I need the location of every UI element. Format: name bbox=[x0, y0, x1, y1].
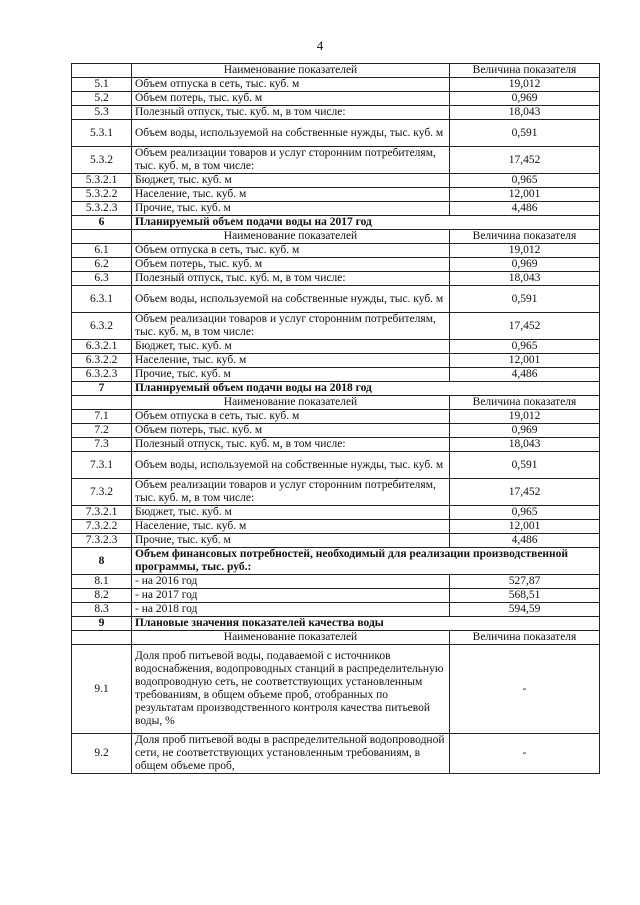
row-number: 5.3.2.1 bbox=[72, 174, 132, 188]
row-name: Объем реализации товаров и услуг сторонним потребителям, тыс. куб. м, в том числе: bbox=[132, 479, 450, 506]
row-value: 4,486 bbox=[450, 534, 600, 548]
section-title: Планируемый объем подачи воды на 2018 год bbox=[132, 382, 600, 396]
header-name-cell: Наименование показателей bbox=[132, 396, 450, 410]
row-number: 5.3.2.2 bbox=[72, 188, 132, 202]
header-value-cell: Величина показателя bbox=[450, 230, 600, 244]
row-name: Объем отпуска в сеть, тыс. куб. м bbox=[132, 78, 450, 92]
table-row bbox=[72, 452, 600, 479]
table-header-row bbox=[72, 631, 600, 645]
table-row bbox=[72, 92, 600, 106]
header-value-cell: Величина показателя bbox=[450, 64, 600, 78]
section-number: 8 bbox=[72, 548, 132, 575]
table-row bbox=[72, 78, 600, 92]
row-number: 5.2 bbox=[72, 92, 132, 106]
row-number: 8.3 bbox=[72, 603, 132, 617]
row-value: 17,452 bbox=[450, 147, 600, 174]
header-name-cell: Наименование показателей bbox=[132, 64, 450, 78]
table-row bbox=[72, 645, 600, 734]
row-number: 7.1 bbox=[72, 410, 132, 424]
header-value-cell: Величина показателя bbox=[450, 631, 600, 645]
row-number: 5.3.2.3 bbox=[72, 202, 132, 216]
row-value: 0,965 bbox=[450, 174, 600, 188]
row-name: Объем воды, используемой на собственные нужды, тыс. куб. м bbox=[132, 120, 450, 147]
row-name: - на 2017 год bbox=[132, 589, 450, 603]
table-row bbox=[72, 188, 600, 202]
section-row bbox=[72, 216, 600, 230]
row-value: 12,001 bbox=[450, 354, 600, 368]
row-name: Объем воды, используемой на собственные нужды, тыс. куб. м bbox=[132, 452, 450, 479]
row-name: Доля проб питьевой воды в распределительной водопроводной сети, не соответствующих установленным требованиям, в общем объеме проб, bbox=[132, 734, 450, 774]
row-name: Полезный отпуск, тыс. куб. м, в том числе: bbox=[132, 272, 450, 286]
section-title: Объем финансовых потребностей, необходимый для реализации производственной программы, тыс. руб.: bbox=[132, 548, 600, 575]
row-value: - bbox=[450, 734, 600, 774]
row-value: 0,965 bbox=[450, 506, 600, 520]
table-row bbox=[72, 506, 600, 520]
row-number: 7.3.2.2 bbox=[72, 520, 132, 534]
row-value: 18,043 bbox=[450, 438, 600, 452]
section-title: Планируемый объем подачи воды на 2017 год bbox=[132, 216, 600, 230]
row-number: 5.3.2 bbox=[72, 147, 132, 174]
row-value: 4,486 bbox=[450, 202, 600, 216]
row-name: Полезный отпуск, тыс. куб. м, в том числе: bbox=[132, 438, 450, 452]
row-number: 9.2 bbox=[72, 734, 132, 774]
row-name: Прочие, тыс. куб. м bbox=[132, 202, 450, 216]
row-value: 594,59 bbox=[450, 603, 600, 617]
row-name: Объем потерь, тыс. куб. м bbox=[132, 92, 450, 106]
row-name: Объем отпуска в сеть, тыс. куб. м bbox=[132, 244, 450, 258]
row-value: 19,012 bbox=[450, 410, 600, 424]
table-header-row bbox=[72, 396, 600, 410]
row-number: 7.3.2 bbox=[72, 479, 132, 506]
table-row bbox=[72, 424, 600, 438]
row-name: Население, тыс. куб. м bbox=[132, 354, 450, 368]
row-value: 19,012 bbox=[450, 78, 600, 92]
table-row bbox=[72, 354, 600, 368]
row-value: 0,591 bbox=[450, 120, 600, 147]
section-row bbox=[72, 548, 600, 575]
row-number: 5.1 bbox=[72, 78, 132, 92]
table-row bbox=[72, 272, 600, 286]
row-value: 19,012 bbox=[450, 244, 600, 258]
row-value: 18,043 bbox=[450, 272, 600, 286]
section-title: Плановые значения показателей качества воды bbox=[132, 617, 600, 631]
row-number: 6.3.2.2 bbox=[72, 354, 132, 368]
table-row bbox=[72, 202, 600, 216]
header-name-cell: Наименование показателей bbox=[132, 631, 450, 645]
row-name: - на 2018 год bbox=[132, 603, 450, 617]
row-value: - bbox=[450, 645, 600, 734]
row-value: 0,591 bbox=[450, 286, 600, 313]
section-row bbox=[72, 617, 600, 631]
table-row bbox=[72, 147, 600, 174]
row-name: Прочие, тыс. куб. м bbox=[132, 368, 450, 382]
row-value: 4,486 bbox=[450, 368, 600, 382]
row-number: 5.3 bbox=[72, 106, 132, 120]
row-name: Доля проб питьевой воды, подаваемой с источников водоснабжения, водопроводных станций в распределительную водопроводную сеть, не соответствующих установленным требованиям, в общем объеме проб, отобранных по результатам производственного контроля качества питьевой воды, % bbox=[132, 645, 450, 734]
table-row bbox=[72, 534, 600, 548]
section-number: 7 bbox=[72, 382, 132, 396]
table-row bbox=[72, 174, 600, 188]
table-row bbox=[72, 244, 600, 258]
row-name: Объем потерь, тыс. куб. м bbox=[132, 258, 450, 272]
row-number: 7.3.2.1 bbox=[72, 506, 132, 520]
section-row bbox=[72, 382, 600, 396]
row-name: Объем отпуска в сеть, тыс. куб. м bbox=[132, 410, 450, 424]
table-row bbox=[72, 603, 600, 617]
table-row bbox=[72, 368, 600, 382]
row-name: - на 2016 год bbox=[132, 575, 450, 589]
table-row bbox=[72, 106, 600, 120]
row-number: 8.2 bbox=[72, 589, 132, 603]
indicators-table-body bbox=[72, 64, 600, 774]
row-value: 17,452 bbox=[450, 313, 600, 340]
row-name: Бюджет, тыс. куб. м bbox=[132, 506, 450, 520]
row-number: 9.1 bbox=[72, 645, 132, 734]
table-header-row bbox=[72, 230, 600, 244]
row-number: 6.3 bbox=[72, 272, 132, 286]
header-empty-cell bbox=[72, 631, 132, 645]
row-number: 6.3.2.3 bbox=[72, 368, 132, 382]
row-number: 7.2 bbox=[72, 424, 132, 438]
table-row bbox=[72, 340, 600, 354]
table-header-row bbox=[72, 64, 600, 78]
table-row bbox=[72, 520, 600, 534]
row-number: 7.3 bbox=[72, 438, 132, 452]
row-number: 7.3.1 bbox=[72, 452, 132, 479]
table-row bbox=[72, 438, 600, 452]
indicators-table bbox=[71, 63, 600, 774]
header-empty-cell bbox=[72, 230, 132, 244]
section-number: 6 bbox=[72, 216, 132, 230]
row-number: 6.3.2 bbox=[72, 313, 132, 340]
row-number: 6.3.2.1 bbox=[72, 340, 132, 354]
row-value: 17,452 bbox=[450, 479, 600, 506]
row-name: Прочие, тыс. куб. м bbox=[132, 534, 450, 548]
header-empty-cell bbox=[72, 64, 132, 78]
row-value: 12,001 bbox=[450, 520, 600, 534]
row-value: 0,969 bbox=[450, 92, 600, 106]
row-name: Объем потерь, тыс. куб. м bbox=[132, 424, 450, 438]
table-row bbox=[72, 313, 600, 340]
table-row bbox=[72, 575, 600, 589]
row-name: Объем реализации товаров и услуг сторонним потребителям, тыс. куб. м, в том числе: bbox=[132, 313, 450, 340]
row-name: Объем реализации товаров и услуг сторонним потребителям, тыс. куб. м, в том числе: bbox=[132, 147, 450, 174]
table-row bbox=[72, 286, 600, 313]
row-number: 8.1 bbox=[72, 575, 132, 589]
row-number: 6.3.1 bbox=[72, 286, 132, 313]
table-row bbox=[72, 410, 600, 424]
row-value: 527,87 bbox=[450, 575, 600, 589]
row-name: Объем воды, используемой на собственные нужды, тыс. куб. м bbox=[132, 286, 450, 313]
table-row bbox=[72, 120, 600, 147]
section-number: 9 bbox=[72, 617, 132, 631]
row-value: 0,969 bbox=[450, 424, 600, 438]
row-name: Полезный отпуск, тыс. куб. м, в том числе: bbox=[132, 106, 450, 120]
row-value: 0,591 bbox=[450, 452, 600, 479]
page-number: 4 bbox=[316, 38, 324, 53]
header-empty-cell bbox=[72, 396, 132, 410]
row-value: 568,51 bbox=[450, 589, 600, 603]
header-value-cell: Величина показателя bbox=[450, 396, 600, 410]
row-number: 6.1 bbox=[72, 244, 132, 258]
table-row bbox=[72, 258, 600, 272]
table-row bbox=[72, 479, 600, 506]
row-number: 5.3.1 bbox=[72, 120, 132, 147]
row-name: Бюджет, тыс. куб. м bbox=[132, 340, 450, 354]
row-number: 6.2 bbox=[72, 258, 132, 272]
header-name-cell: Наименование показателей bbox=[132, 230, 450, 244]
table-row bbox=[72, 734, 600, 774]
row-value: 0,965 bbox=[450, 340, 600, 354]
row-number: 7.3.2.3 bbox=[72, 534, 132, 548]
row-name: Бюджет, тыс. куб. м bbox=[132, 174, 450, 188]
row-name: Население, тыс. куб. м bbox=[132, 520, 450, 534]
row-value: 0,969 bbox=[450, 258, 600, 272]
table-row bbox=[72, 589, 600, 603]
row-name: Население, тыс. куб. м bbox=[132, 188, 450, 202]
row-value: 12,001 bbox=[450, 188, 600, 202]
row-value: 18,043 bbox=[450, 106, 600, 120]
